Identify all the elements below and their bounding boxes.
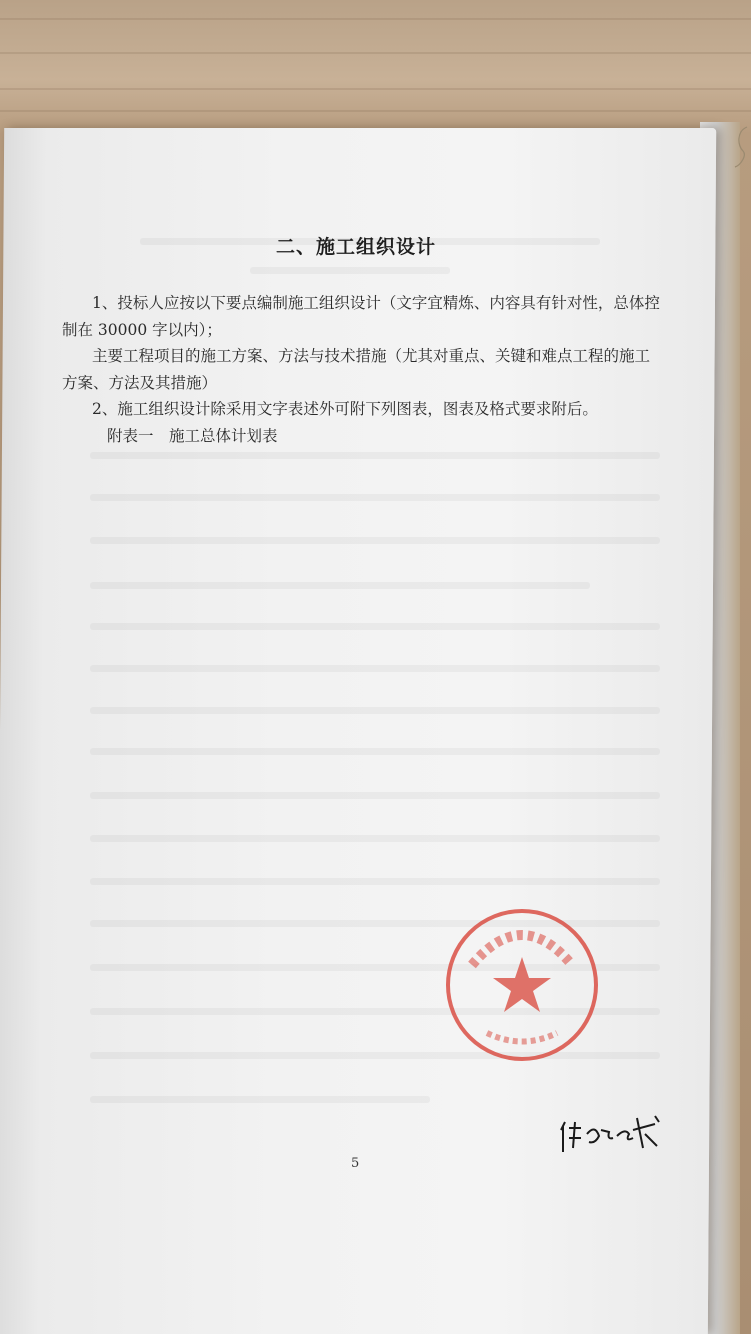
section-title: 二、施工组织设计 <box>275 236 436 258</box>
paragraph-3: 2、施工组织设计除采用文字表述外可附下列图表，图表及格式要求附后。 <box>92 400 598 418</box>
handwritten-signature-icon <box>555 1108 665 1156</box>
page-number: 5 <box>351 1156 360 1171</box>
paragraph-2: 主要工程项目的施工方案、方法与技术措施（尤其对重点、关键和难点工程的施工方案、方法及其措施） <box>62 347 651 392</box>
paragraph-1: 1、投标人应按以下要点编制施工组织设计（文字宜精炼、内容具有针对性，总体控制在 30000 字以内）； <box>62 294 660 339</box>
paper-clip-icon <box>733 125 751 170</box>
appendix-item: 附表一 施工总体计划表 <box>107 427 278 445</box>
company-seal-icon <box>442 905 602 1065</box>
